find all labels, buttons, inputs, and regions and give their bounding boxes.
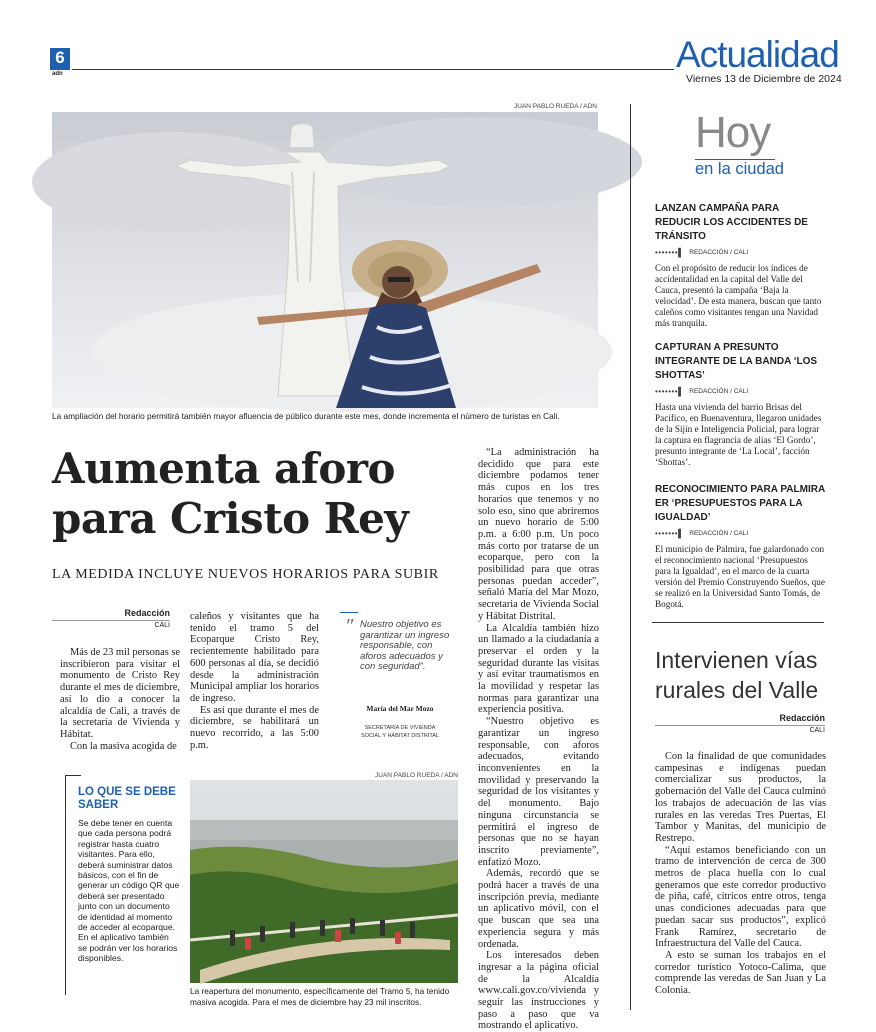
- dots-icon: •••••••▌: [655, 387, 685, 396]
- main-photo: [52, 112, 598, 408]
- article-column-2: [190, 611, 319, 751]
- small-photo-credit: JUAN PABLO RUEDA / ADN: [375, 772, 458, 779]
- article-byline: [52, 608, 170, 629]
- news-item: [655, 341, 825, 468]
- paragraph: Más de 23 mil personas se inscribieron para visitar el monumento de Cristo Rey durante el mes de diciembre, así lo dio a conocer la alcaldía de Cali, a través de la secretaría de Vivienda y Hábitat.: [60, 647, 180, 740]
- news-title: LANZAN CAMPAÑA PARA REDUCIR LOS ACCIDENTES DE TRÁNSITO: [655, 203, 808, 242]
- news-title: RECONOCIMIENTO PARA PALMIRA ER ‘PRESUPUESTOS PARA LA IGUALDAD’: [655, 484, 825, 523]
- sidebar-rule: [630, 104, 631, 1010]
- info-box-rule: [65, 775, 66, 995]
- paragraph: “Aquí estamos beneficiando con un tramo de intervención de cerca de 300 metros de placa huella con lo cual generamos que este corredor productivo de piña, café, cítricos entre otros, tenga unas condiciones adecuadas para que puedan sacar sus productos”, explicó Frank Ramírez, secretario de Infraestructura del Valle del Cauca.: [655, 844, 826, 950]
- news-title: CAPTURAN A PRESUNTO INTEGRANTE DE LA BANDA ‘LOS SHOTTAS’: [655, 342, 818, 381]
- news-byline: [655, 529, 825, 538]
- pull-quote: Nuestro objetivo es garantizar un ingreso responsable, con aforos adecuados y con seguridad”.: [360, 619, 450, 672]
- quote-author: María del Mar Mozo: [366, 704, 434, 713]
- ecoparque-photo: [190, 780, 458, 983]
- main-photo-credit: JUAN PABLO RUEDA / ADN: [514, 103, 597, 110]
- article-column-3: [478, 447, 599, 1032]
- news-byline-text: REDACCIÓN / CALI: [689, 530, 749, 537]
- article-headline: Aumenta aforo para Cristo Rey: [52, 444, 409, 543]
- sidebar-title: Hoy: [695, 108, 771, 157]
- sidebar-divider: [652, 622, 824, 623]
- paragraph: Los interesados deben ingresar a la página oficial de la Alcaldía www.cali.gov.co/vivienda y seguir las instrucciones y paso a paso que va mostrando el aplicativo.: [478, 950, 599, 1032]
- paragraph: Es así que durante el mes de diciembre, se habilitará un nuevo recorrido, a las 5:00 p.m.: [190, 704, 319, 751]
- news-item: [655, 483, 825, 610]
- dots-icon: •••••••▌: [655, 529, 685, 538]
- paragraph: Además, recordó que se podrá hacer a través de una inscripción previa, mediante un aplicativo móvil, con el que buscan que sea una experiencia segura y más ordenada.: [478, 868, 599, 950]
- story2-headline: Intervienen vías rurales del Valle: [655, 647, 819, 703]
- info-box-text: Se debe tener en cuenta que cada persona podrá registrar hasta cuatro visitantes. Para ello, deberá suministrar datos básicos, con el fin de generar un código QR que deberá ser presentado junto con un documento de identidad al momento de acceder al ecoparque. En el aplicativo también se podrán ver los horarios disponibles.: [78, 818, 180, 964]
- page-brand: adn: [52, 71, 63, 77]
- byline-name: Redacción: [124, 608, 170, 618]
- section-title: Actualidad: [676, 34, 839, 75]
- small-photo: [190, 780, 458, 983]
- paragraph: “La administración ha decidido que para este diciembre podamos tener más cupos en los tres horarios que tenemos y no solo eso, sino que abriremos un nuevo horario de 5:00 p.m. a 6:00 p.m. Un poco más corto por tratarse de un ecoparque, pero con la posibilidad para que otras personas puedan acceder”, señaló María del Mar Mozo, secretaria de Vivienda Social y Hábitat Distrital.: [478, 447, 599, 622]
- sidebar-subtitle: en la ciudad: [695, 160, 784, 178]
- dots-icon: •••••••▌: [655, 248, 685, 257]
- main-photo-caption: La ampliación del horario permitirá también mayor afluencia de público durante este mes, donde incrementa el número de turistas en Cali.: [52, 411, 560, 421]
- quote-rule: [340, 612, 358, 613]
- paragraph: Con la finalidad de que comunidades campesinas e indígenas puedan comercializar sus productos, la gobernación del Valle del Cauca culminó los trabajos de adecuación de las vías rurales en las veredas Tres Puertas, El Tambor y Manitas, del municipio de Restrepo.: [655, 751, 826, 844]
- story2-body: [655, 751, 826, 997]
- news-text: El municipio de Palmira, fue galardonado con el reconocimiento nacional ‘Presupuestos para la Igualdad’, en el marco de la cuarta versión del Premio Construyendo Sueños, que se realizó en la Universidad Santo Tomás, de Bogotá.: [655, 544, 825, 609]
- small-photo-caption: La reapertura del monumento, específicamente del Tramo 5, ha tenido masiva acogida. Para el mes de diciembre hay 23 mil inscritos.: [190, 986, 450, 1007]
- news-text: Con el propósito de reducir los índices de accidentalidad en la capital del Valle del Cauca, presentó la campaña ‘Baja la velocidad’. De esta manera, buscan que tanto caleños como visitantes tengan una Navidad más tranquila.: [655, 263, 822, 328]
- article-subhead: LA MEDIDA INCLUYE NUEVOS HORARIOS PARA SUBIR: [52, 567, 439, 582]
- quote-mark-icon: ″: [345, 615, 354, 637]
- byline-name: Redacción: [779, 713, 825, 723]
- paragraph: La Alcaldía también hizo un llamado a la ciudadanía a preservar el orden y la seguridad durante las visitas y así evitar traumatismos en la movilidad y respetar las normas para garantizar una experiencia positiva.: [478, 622, 599, 716]
- paragraph: caleños y visitantes que ha tenido el tramo 5 del Ecoparque Cristo Rey, recientemente habilitado para 600 personas al día, se decidió desde la administración Municipal ampliar los horarios de ingreso.: [190, 611, 319, 704]
- news-byline: [655, 387, 825, 396]
- news-byline: [655, 248, 825, 257]
- quote-author-role: SECRETARIA DE VIVIENDA SOCIAL Y HÁBITAT DISTRITAL: [360, 725, 440, 739]
- story2-byline: [655, 713, 825, 734]
- cristo-rey-photo: [52, 112, 598, 408]
- header-rule: [72, 69, 674, 70]
- byline-city: CALI: [655, 725, 825, 734]
- issue-date: Viernes 13 de Diciembre de 2024: [686, 73, 842, 85]
- news-byline-text: REDACCIÓN / CALI: [689, 388, 749, 395]
- paragraph: Con la masiva acogida de: [70, 740, 177, 752]
- news-byline-text: REDACCIÓN / CALI: [689, 249, 749, 256]
- page-number: 6: [50, 48, 70, 70]
- info-box-title: LO QUE SE DEBE SABER: [78, 786, 176, 811]
- info-box-rule: [65, 775, 81, 776]
- article-column-1: [60, 647, 180, 752]
- paragraph: A esto se suman los trabajos en el corredor turístico Yotoco-Calima, que comprende las veredas de San Juan y La Colonia.: [655, 949, 826, 997]
- news-text: Hasta una vivienda del barrio Brisas del Pacífico, en Buenaventura, llegaron unidades de la Sijín e Inteligencia Policial, para lograr la captura en flagrancia de alias ‘El Gordo’, presunto integrante de ‘La Local’, facción ‘Shottas’.: [655, 402, 822, 467]
- byline-city: CALI: [52, 620, 170, 629]
- paragraph: “Nuestro objetivo es garantizar un ingreso responsable, con aforos adecuados, evitando inconvenientes en la movilidad y preservando la seguridad de los visitantes y del monumento. Bajo ninguna circunstancia se permitirá el ingreso de personas que no se hayan inscrito previamente”, enfatizó Mozo.: [478, 716, 599, 868]
- news-item: [655, 202, 825, 329]
